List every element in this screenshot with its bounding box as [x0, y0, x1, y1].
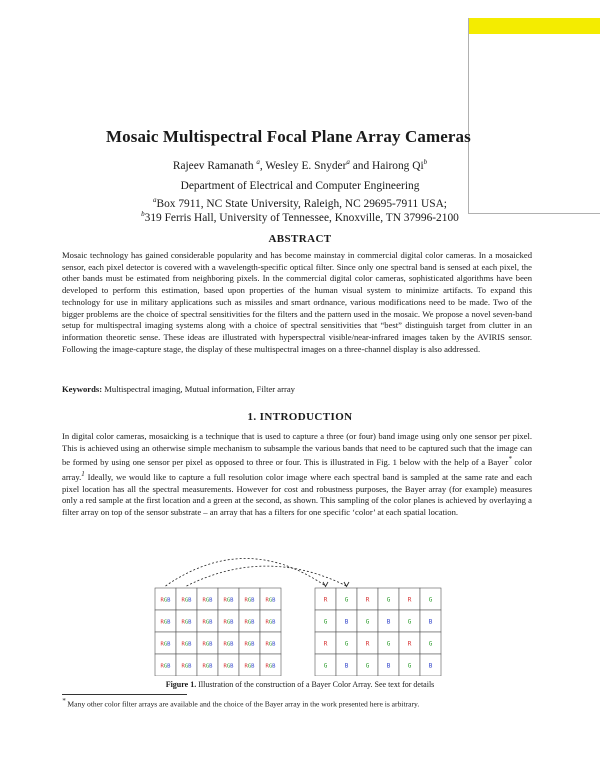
- citation-mark: 1: [81, 469, 85, 478]
- bayer-cell-label: R: [323, 596, 328, 604]
- bayer-cell-label: R: [407, 596, 412, 604]
- bayer-cell-label: G: [428, 596, 433, 604]
- bayer-cell-label: G: [386, 640, 391, 648]
- rgb-cell-label: RGB: [160, 641, 171, 648]
- rgb-cell-label: RGB: [223, 619, 234, 626]
- rgb-cell-label: RGB: [223, 597, 234, 604]
- intro-text: Ideally, we would like to capture a full resolution color image where each spectral band is sampled at the same rate and each pixel location has all the spectral measurements. However for cost and robustness purposes, the Bayer array (for example) measures only a red sample at the first location and a green at the second, as shown. This sampling of the color planes is achieved by overlaying a filter array on top of the sensor substrate – an array that has a filters for one specific ‘color’ at each spatial location.: [62, 471, 532, 517]
- bayer-cell-label: G: [344, 596, 349, 604]
- rgb-cell-label: RGB: [181, 641, 192, 648]
- rgb-cell-label: RGB: [181, 597, 192, 604]
- rgb-cell-label: RGB: [160, 619, 171, 626]
- rgb-cell-label: RGB: [265, 597, 276, 604]
- separator: and: [349, 159, 373, 172]
- rgb-cell-label: RGB: [244, 663, 255, 670]
- bayer-cell-label: G: [344, 640, 349, 648]
- bayer-cell-label: B: [386, 618, 391, 626]
- bayer-figure: [0, 556, 600, 676]
- arrow-arc: [166, 559, 326, 587]
- rgb-cell-label: RGB: [202, 641, 213, 648]
- arrow-arc: [187, 566, 347, 586]
- affiliation-department: Department of Electrical and Computer Engineering: [180, 180, 420, 192]
- rgb-cell-label: RGB: [223, 663, 234, 670]
- rgb-cell-label: RGB: [160, 663, 171, 670]
- rgb-cell-label: RGB: [160, 597, 171, 604]
- author-affil-mark: a: [346, 158, 350, 166]
- bayer-cell-label: G: [323, 618, 328, 626]
- rgb-cell-label: RGB: [181, 663, 192, 670]
- rgb-cell-label: RGB: [181, 619, 192, 626]
- introduction-heading: 1. INTRODUCTION: [247, 411, 353, 423]
- rgb-cell-label: RGB: [223, 641, 234, 648]
- figure-caption-text: Illustration of the construction of a Bayer Color Array. See text for details: [196, 680, 435, 689]
- rgb-cell-label: RGB: [244, 641, 255, 648]
- highlight-bar: [469, 18, 600, 34]
- affiliation-utk: [0, 207, 600, 225]
- author-line: [0, 158, 600, 172]
- intro-text: color array.: [62, 457, 532, 482]
- footnote-mark: *: [62, 697, 66, 705]
- rgb-cell-label: RGB: [244, 619, 255, 626]
- paper-title: Mosaic Multispectral Focal Plane Array Cameras: [106, 127, 471, 146]
- affil-mark: a: [153, 196, 157, 204]
- bayer-cell-label: R: [365, 640, 370, 648]
- footnote-text: Many other color filter arrays are available and the choice of the Bayer array in the work presented here is arbitrary.: [67, 699, 420, 709]
- bayer-cell-label: G: [323, 662, 328, 670]
- bayer-cell-label: B: [386, 662, 391, 670]
- keywords-text: Multispectral imaging, Mutual information, Filter array: [104, 384, 295, 394]
- bayer-cell-label: G: [365, 618, 370, 626]
- rgb-cell-label: RGB: [265, 663, 276, 670]
- figure-caption: [0, 680, 600, 689]
- keywords-line: [62, 384, 532, 394]
- full-color-grid: [155, 588, 281, 676]
- rgb-cell-label: RGB: [244, 597, 255, 604]
- abstract-body: Mosaic technology has gained considerable popularity and has become mainstay in commercial digital color cameras. In a mosaicked sensor, each pixel detector is covered with a wavelength-specific optical filter. Since only one spectral band is sensed at each pixel, the other bands must be estimated from neighboring pixels. In the commercial digital color cameras, sophisticated algorithms have been developed to perform this estimation, based upon properties of the human visual system to minimize artifacts. To expand this technology for use in military applications such as missiles and smart ordnance, various modifications need to be made. Two of the bigger problems are the choice of spectral sensitivities for the filters and the pattern used in the mosaic. We propose a novel seven-band setup for multispectral imaging systems along with a choice of spectral sensitivities that “best” distinguish target from clutter in an information theoretic sense. These ideas are illustrated with hyperspectral visible/near-infrared images taken by the AVIRIS sensor. Following the image-capture stage, the display of these multispectral images on a three-channel display is also addressed.: [62, 250, 532, 354]
- separator: ,: [259, 159, 266, 172]
- bayer-cell-label: G: [386, 596, 391, 604]
- affil-mark: b: [141, 210, 145, 218]
- arrow-head: [344, 582, 349, 587]
- author-affil-mark: a: [256, 158, 260, 166]
- rgb-cell-label: RGB: [202, 663, 213, 670]
- figure-label: Figure 1.: [165, 680, 197, 689]
- bayer-cell-label: R: [365, 596, 370, 604]
- footnote: [62, 697, 542, 709]
- arrow-head: [323, 582, 328, 587]
- bayer-cell-label: G: [407, 662, 412, 670]
- author-name: Hairong Qi: [372, 159, 424, 172]
- footnote-rule: [62, 694, 187, 695]
- rgb-cell-label: RGB: [265, 619, 276, 626]
- bayer-cell-label: R: [407, 640, 412, 648]
- bayer-grid: [315, 588, 441, 676]
- author-name: Wesley E. Snyder: [265, 159, 347, 172]
- introduction-body: [62, 431, 532, 519]
- keywords-label: Keywords:: [62, 384, 103, 394]
- intro-text: In digital color cameras, mosaicking is a technique that is used to capture a three (or four) band image using only one sensor per pixel. This is achieved using an otherwise simple mechanism to subsample the various bands that need to be captured such that the image can be formed by using one sensor per pixel as opposed to three or four. This is illustrated in Fig. 1 below with the help of a Bayer: [62, 431, 532, 468]
- author-name: Rajeev Ramanath: [172, 159, 254, 172]
- bayer-cell-label: B: [428, 618, 433, 626]
- abstract-heading: ABSTRACT: [268, 233, 332, 245]
- footnote-mark: *: [508, 455, 512, 464]
- bayer-cell-label: G: [365, 662, 370, 670]
- sampling-arrows: [166, 559, 350, 587]
- author-affil-mark: b: [423, 158, 428, 166]
- bayer-cell-label: B: [428, 662, 433, 670]
- rgb-cell-label: RGB: [202, 619, 213, 626]
- rgb-cell-label: RGB: [265, 641, 276, 648]
- bayer-cell-label: G: [428, 640, 433, 648]
- bayer-cell-label: B: [344, 618, 349, 626]
- bayer-cell-label: G: [407, 618, 412, 626]
- affil-text: 319 Ferris Hall, University of Tennessee, Knoxville, TN 37996-2100: [144, 211, 459, 224]
- bayer-cell-label: B: [344, 662, 349, 670]
- rgb-cell-label: RGB: [202, 597, 213, 604]
- affil-text: Box 7911, NC State University, Raleigh, NC 29695-7911 USA;: [156, 197, 447, 210]
- bayer-cell-label: R: [323, 640, 328, 648]
